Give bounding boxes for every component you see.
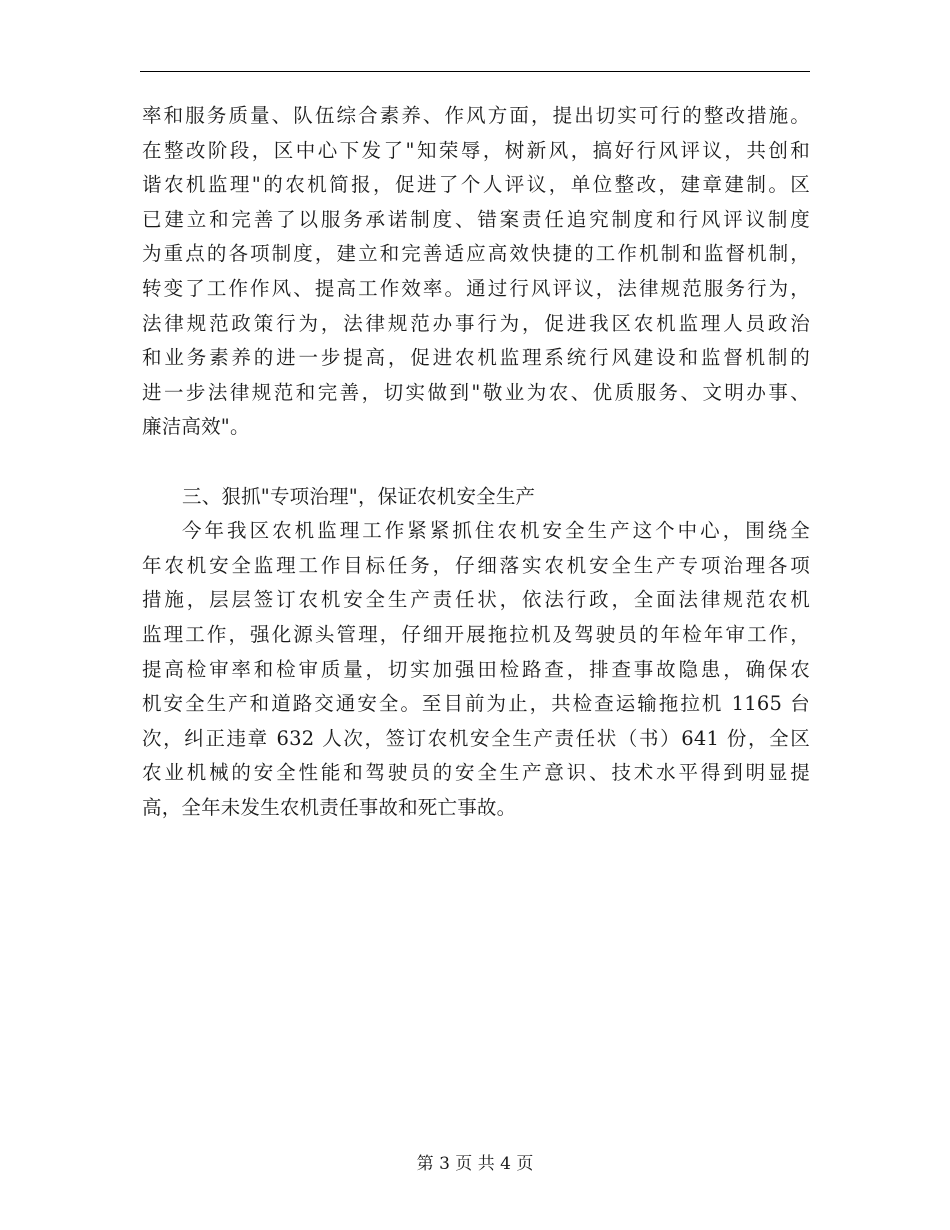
paragraph-1-line: 为重点的各项制度，建立和完善适应高效快捷的工作机制和监督机制， [142,242,810,266]
paragraph-2-line: 年农机安全监理工作目标任务，仔细落实农机安全生产专项治理各项 [142,553,810,577]
paragraph-1-line: 廉洁高效"。 [142,415,250,439]
paragraph-1-line: 进一步法律规范和完善，切实做到"敬业为农、优质服务、文明办事、 [142,380,810,404]
paragraph-2-line: 监理工作，强化源头管理，仔细开展拖拉机及驾驶员的年检年审工作， [142,622,810,646]
paragraph-1-line: 和业务素养的进一步提高，促进农机监理系统行风建设和监督机制的 [142,346,810,370]
paragraph-2-line: 措施，层层签订农机安全生产责任状，依法行政，全面法律规范农机 [142,588,810,612]
paragraph-2-line: 提高检审率和检审质量，切实加强田检路查，排查事故隐患，确保农 [142,657,810,681]
document-body [142,99,810,825]
paragraph-1-line: 率和服务质量、队伍综合素养、作风方面，提出切实可行的整改措施。 [142,104,810,127]
paragraph-1-line: 法律规范政策行为，法律规范办事行为，促进我区农机监理人员政治 [142,311,810,335]
section-heading: 三、狠抓"专项治理"，保证农机安全生产 [182,484,536,508]
paragraph-1-line: 在整改阶段，区中心下发了"知荣辱，树新风，搞好行风评议，共创和 [142,138,810,162]
paragraph-2-line: 农业机械的安全性能和驾驶员的安全生产意识、技术水平得到明显提 [142,761,810,785]
paragraph-1-line: 谐农机监理"的农机简报，促进了个人评议，单位整改，建章建制。区 [142,173,810,197]
paragraph-2-line: 高，全年未发生农机责任事故和死亡事故。 [142,795,517,819]
paragraph-2-line: 次，纠正违章 632 人次，签订农机安全生产责任状（书）641 份，全区 [142,726,810,750]
paragraph-spacer [142,445,810,480]
paragraph-2-line: 机安全生产和道路交通安全。至目前为止，共检查运输拖拉机 1165 台 [142,692,810,716]
paragraph-1-line: 已建立和完善了以服务承诺制度、错案责任追究制度和行风评议制度 [142,207,810,231]
paragraph-2-line: 今年我区农机监理工作紧紧抓住农机安全生产这个中心，围绕全 [182,519,810,543]
paragraph-1-line: 转变了工作作风、提高工作效率。通过行风评议，法律规范服务行为， [142,276,810,300]
page-number-footer: 第 3 页 共 4 页 [416,1154,534,1174]
header-rule [140,71,810,72]
